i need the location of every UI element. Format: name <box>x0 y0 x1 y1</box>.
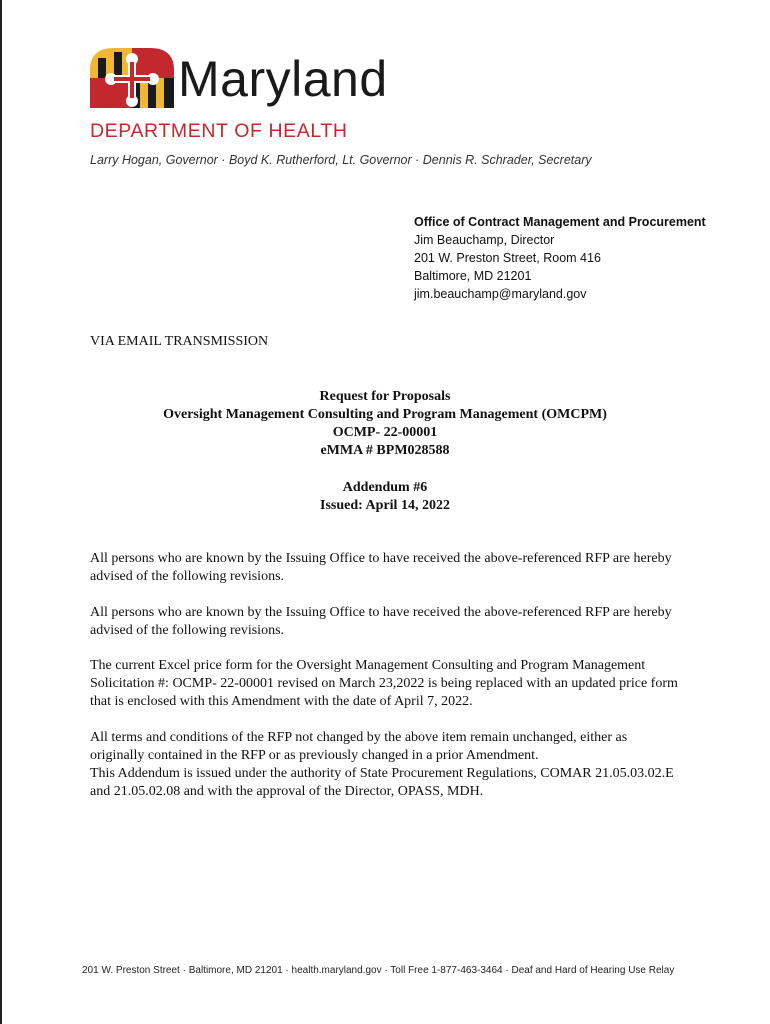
office-director: Jim Beauchamp, Director <box>414 233 555 247</box>
addendum-issued: Issued: April 14, 2022 <box>320 498 450 513</box>
office-heading: Office of Contract Management and Procurement <box>414 215 706 229</box>
maryland-flag-logo-icon <box>88 46 176 110</box>
rfp-line-3: OCMP- 22-00001 <box>332 425 438 440</box>
rfp-line-2: Oversight Management Consulting and Program Management (OMCPM) <box>163 407 607 422</box>
addendum-number: Addendum #6 <box>342 480 428 495</box>
rfp-line-1: Request for Proposals <box>319 389 451 404</box>
paragraph-3: The current Excel price form for the Oversight Management Consulting and Program Management Solicitation #: OCMP- 22-00001 revised on March 23,2022 is being replaced with an updated price form that is enclosed with this Amendment with the date of April 7, 2022. <box>90 658 678 709</box>
office-address-block <box>414 213 706 303</box>
office-city: Baltimore, MD 21201 <box>414 269 532 283</box>
rfp-line-4: eMMA # BPM028588 <box>320 443 450 458</box>
department-name: DEPARTMENT OF HEALTH <box>90 120 348 142</box>
office-street: 201 W. Preston Street, Room 416 <box>414 251 601 265</box>
page-edge <box>0 0 2 1024</box>
logo-wordmark: Maryland <box>178 51 388 107</box>
paragraph-4a: All terms and conditions of the RFP not changed by the above item remain unchanged, either as originally contained in the RFP or as previously changed in a prior Amendment. <box>90 730 628 763</box>
paragraph-4b: This Addendum is issued under the authority of State Procurement Regulations, COMAR 21.05.03.02.E and 21.05.02.08 and with the approval of the Director, OPASS, MDH. <box>90 766 674 799</box>
transmission-line: VIA EMAIL TRANSMISSION <box>90 334 269 349</box>
office-email: jim.beauchamp@maryland.gov <box>414 287 587 301</box>
officials-line: Larry Hogan, Governor · Boyd K. Rutherford, Lt. Governor · Dennis R. Schrader, Secretary <box>90 153 592 167</box>
paragraph-2: All persons who are known by the Issuing Office to have received the above-referenced RFP are hereby advised of the following revisions. <box>90 605 672 638</box>
addendum-block <box>90 479 680 515</box>
footer-address: 201 W. Preston Street · Baltimore, MD 21201 · health.maryland.gov · Toll Free 1-877-463-3464 · Deaf and Hard of Hearing Use Relay <box>82 965 675 976</box>
rfp-title-block <box>90 388 680 460</box>
paragraph-1: All persons who are known by the Issuing Office to have received the above-referenced RFP are hereby advised of the following revisions. <box>90 551 672 584</box>
